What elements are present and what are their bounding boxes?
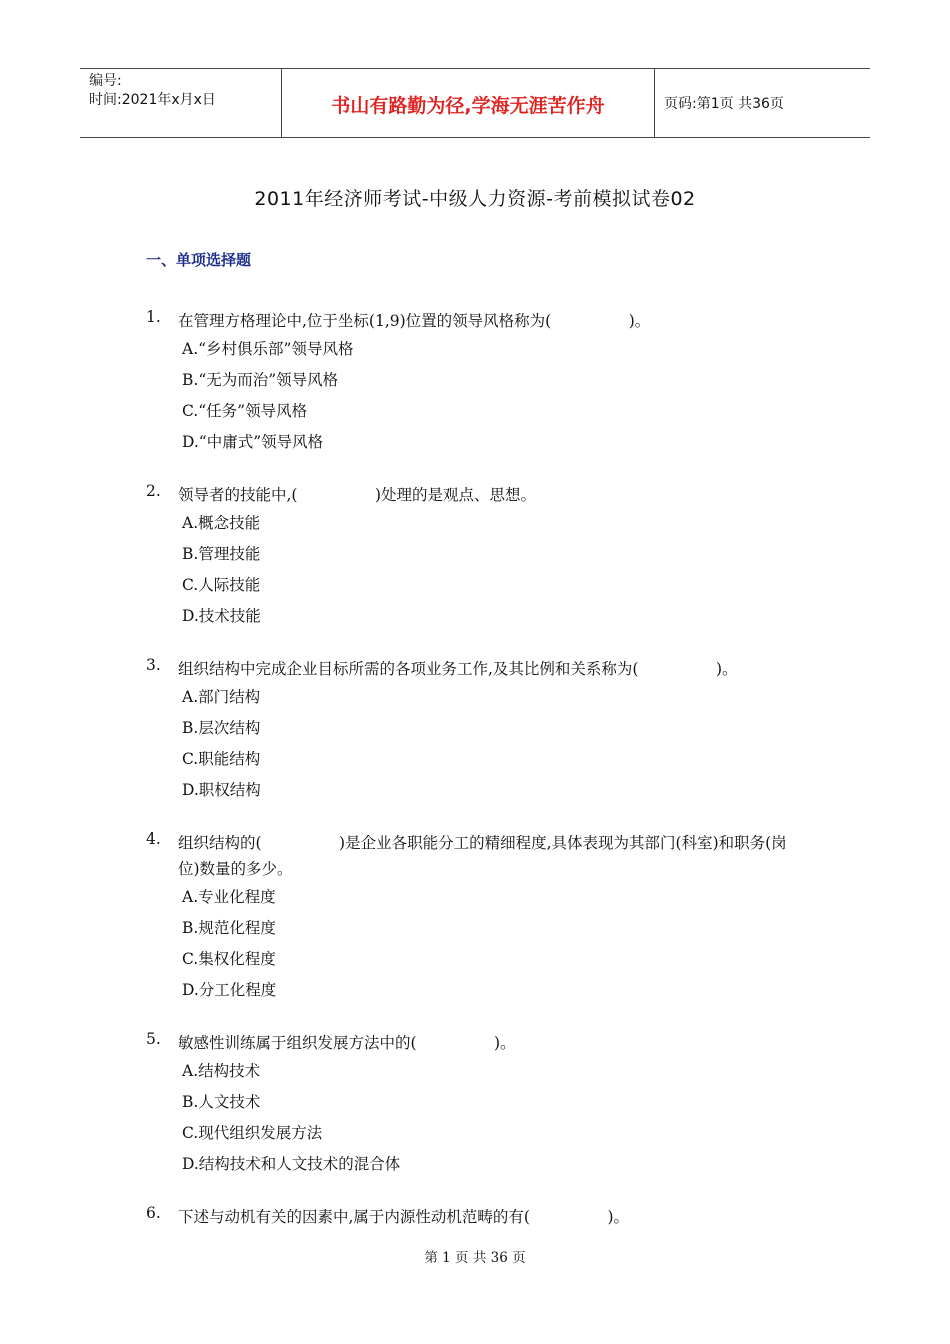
number-label: 编号:	[89, 73, 122, 89]
time-label: 时间:2021年x月x日	[89, 92, 216, 108]
page-info-cell	[655, 69, 870, 137]
option-d: D.技术技能	[182, 607, 261, 625]
question-number: 1.	[146, 308, 161, 326]
option-d: D.分工化程度	[182, 981, 277, 999]
page-info: 页码:第1页 共36页	[664, 96, 784, 112]
question	[146, 482, 826, 632]
question	[146, 308, 826, 458]
option-a: A.“乡村俱乐部”领导风格	[182, 340, 354, 358]
question-stem: 组织结构的( )是企业各职能分工的精细程度,具体表现为其部门(科室)和职务(岗位)数量的多少。	[178, 834, 787, 878]
question-number: 4.	[146, 830, 161, 848]
option-c: C.人际技能	[182, 576, 261, 594]
option-list	[182, 682, 826, 806]
question-stem: 领导者的技能中,( )处理的是观点、思想。	[178, 486, 537, 504]
option-c: C.现代组织发展方法	[182, 1124, 323, 1142]
question-number: 3.	[146, 656, 161, 674]
option-c: C.职能结构	[182, 750, 261, 768]
document-title: 2011年经济师考试-中级人力资源-考前模拟试卷02	[254, 188, 696, 210]
option-c: C.集权化程度	[182, 950, 276, 968]
section-heading: 一、单项选择题	[146, 251, 252, 269]
question-stem: 下述与动机有关的因素中,属于内源性动机范畴的有( )。	[178, 1208, 630, 1226]
page-footer: 第 1 页 共 36 页	[424, 1250, 526, 1266]
option-b: B.“无为而治”领导风格	[182, 371, 339, 389]
header-table	[80, 68, 870, 138]
option-a: A.结构技术	[182, 1062, 261, 1080]
option-a: A.部门结构	[182, 688, 261, 706]
option-a: A.概念技能	[182, 514, 261, 532]
question	[146, 1204, 826, 1230]
option-a: A.专业化程度	[182, 888, 276, 906]
motto-text: 书山有路勤为径,学海无涯苦作舟	[331, 94, 605, 117]
question-stem: 敏感性训练属于组织发展方法中的( )。	[178, 1034, 516, 1052]
question	[146, 656, 826, 806]
option-list	[182, 508, 826, 632]
header-info-cell	[80, 69, 282, 137]
option-b: B.规范化程度	[182, 919, 276, 937]
option-d: D.结构技术和人文技术的混合体	[182, 1155, 401, 1173]
question-number: 6.	[146, 1204, 161, 1222]
option-c: C.“任务”领导风格	[182, 402, 308, 420]
option-b: B.人文技术	[182, 1093, 261, 1111]
option-list	[182, 334, 826, 458]
question-number: 5.	[146, 1030, 161, 1048]
question	[146, 1030, 826, 1180]
option-d: D.职权结构	[182, 781, 261, 799]
question	[146, 830, 826, 1006]
question-stem: 在管理方格理论中,位于坐标(1,9)位置的领导风格称为( )。	[178, 312, 651, 330]
question-stem: 组织结构中完成企业目标所需的各项业务工作,及其比例和关系称为( )。	[178, 660, 738, 678]
option-list	[182, 1056, 826, 1180]
option-b: B.管理技能	[182, 545, 261, 563]
question-number: 2.	[146, 482, 161, 500]
option-b: B.层次结构	[182, 719, 261, 737]
option-d: D.“中庸式”领导风格	[182, 433, 324, 451]
motto-cell	[282, 69, 655, 137]
option-list	[182, 882, 826, 1006]
